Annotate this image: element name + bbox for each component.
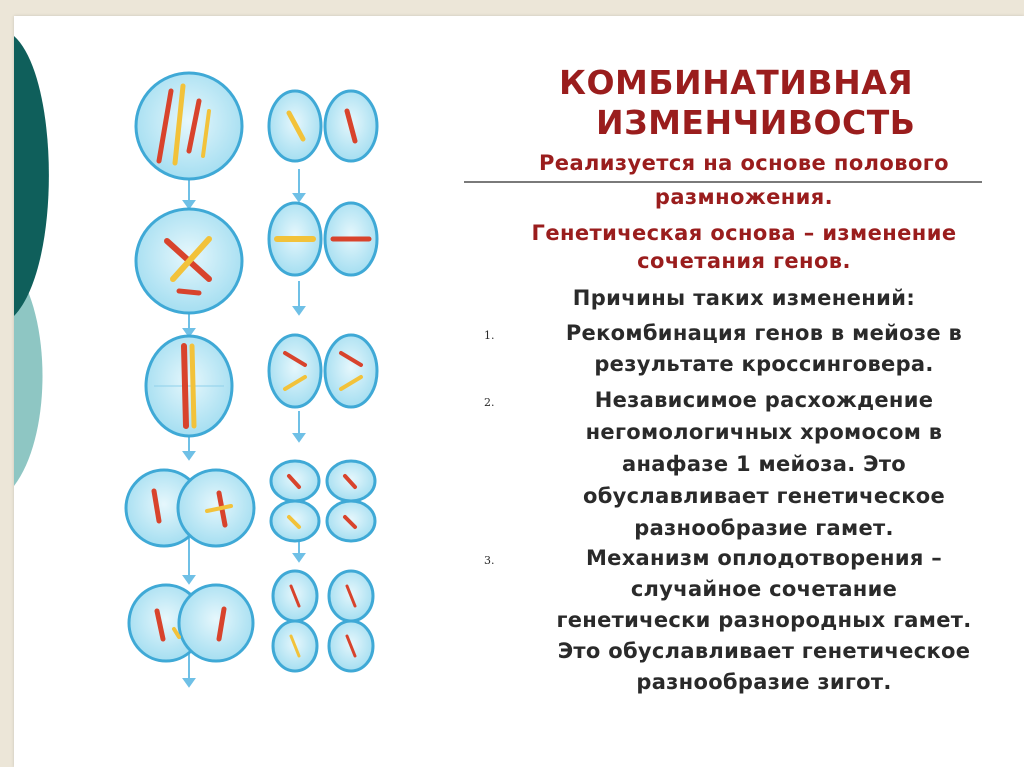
subtitle-line1: Реализуется на основе полового bbox=[539, 151, 949, 175]
meiosis-diagram bbox=[59, 41, 479, 731]
basis-line1: Генетическая основа – изменение bbox=[531, 221, 957, 245]
list-line: Рекомбинация генов в мейозе в bbox=[565, 321, 963, 345]
slide-title-line2: ИЗМЕНЧИВОСТЬ bbox=[596, 103, 916, 142]
list-number: 1. bbox=[484, 329, 495, 342]
list-number: 3. bbox=[484, 554, 495, 567]
list-line: анафазе 1 мейоза. Это bbox=[621, 452, 907, 476]
text-panel bbox=[464, 36, 1024, 736]
list-line: негомологичных хромосом в bbox=[585, 420, 943, 444]
divider bbox=[464, 181, 982, 183]
side-decoration bbox=[14, 16, 54, 767]
cell-anaphase-2-pair bbox=[269, 335, 377, 407]
list-line: генетически разнородных гамет. bbox=[556, 608, 972, 632]
list-line: Это обуславливает генетическое bbox=[557, 639, 971, 663]
list-line: разнообразие зигот. bbox=[636, 670, 892, 694]
cell-gametes bbox=[273, 571, 373, 671]
cell-metaphase-1 bbox=[146, 336, 232, 436]
list-line: Независимое расхождение bbox=[594, 388, 934, 412]
cell-telophase-2-pair bbox=[271, 461, 375, 541]
cell-prophase-2-pair bbox=[269, 91, 377, 161]
cell-telophase-1 bbox=[129, 585, 253, 661]
list-line: обуславливает генетическое bbox=[582, 484, 946, 508]
cell-prophase-2 bbox=[136, 209, 242, 313]
reasons-heading: Причины таких изменений: bbox=[572, 286, 916, 310]
slide-title-line1: КОМБИНАТИВНАЯ bbox=[559, 63, 914, 102]
slide bbox=[14, 16, 1024, 767]
list-line: Механизм оплодотворения – bbox=[585, 546, 943, 570]
subtitle-line2: размножения. bbox=[654, 185, 834, 209]
cell-metaphase-2-pair bbox=[269, 203, 377, 275]
list-line: случайное сочетание bbox=[630, 577, 898, 601]
list-number: 2. bbox=[484, 396, 495, 409]
list-line: результате кроссинговера. bbox=[594, 352, 934, 376]
cell-anaphase-1 bbox=[126, 470, 254, 546]
list-line: разнообразие гамет. bbox=[634, 516, 894, 540]
basis-line2: сочетания генов. bbox=[637, 249, 851, 273]
cell-prophase-1 bbox=[136, 73, 242, 179]
